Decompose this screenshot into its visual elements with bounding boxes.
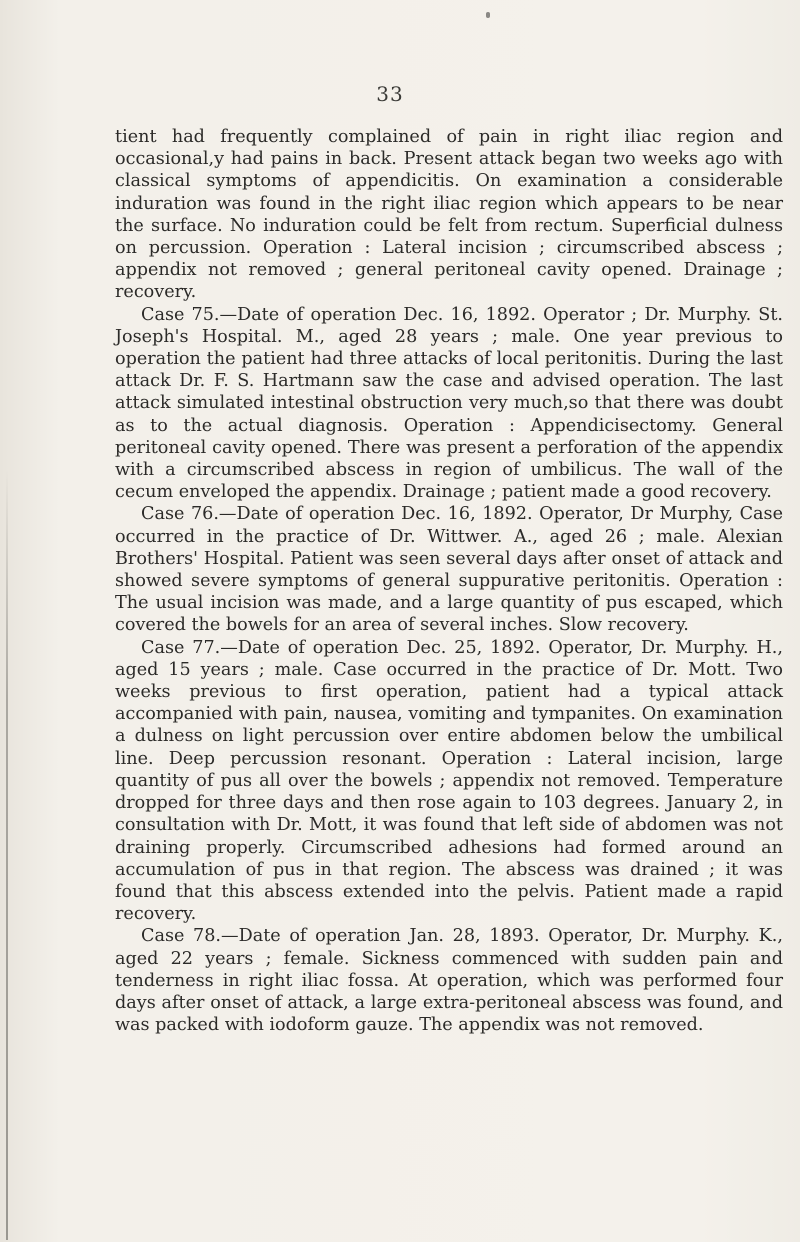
paragraph-case-75: Case 75.—Date of operation Dec. 16, 1892. Operator ; Dr. Murphy. St. Joseph's Hospital. M., aged 28 years ; male. One year previous to operation the patient had three attacks of local peritonitis. During the last attack Dr. F. S. Hartmann saw the case and advised operation. The last attack simulated intestinal obstruction very much,so that there was doubt as to the actual diagnosis. Operation : Appendicisectomy. General peritoneal cavity opened. There was present a perforation of the appendix with a circumscribed abscess in region of umbilicus. The wall of the cecum enveloped the appendix. Drainage ; patient made a good recovery. [115, 304, 783, 503]
paragraph-case-76: Case 76.—Date of operation Dec. 16, 1892. Operator, Dr Murphy, Case occurred in the practice of Dr. Wittwer. A., aged 26 ; male. Alexian Brothers' Hospital. Patient was seen several days after onset of attack and showed severe symptoms of general suppurative peritonitis. Operation : The usual incision was made, and a large quantity of pus escaped, which covered the bowels for an area of several inches. Slow recovery. [115, 504, 783, 636]
binding-edge-shadow [6, 470, 8, 1240]
paragraph-case-77: Case 77.—Date of operation Dec. 25, 1892. Operator, Dr. Murphy. H., aged 15 years ; male. Case occurred in the practice of Dr. Mott. Two weeks previous to first operation, patient had a typical attack accompanied with pain, nausea, vomiting and tympanites. On examination a dulness on light percussion over entire abdomen below the umbilical line. Deep percussion resonant. Operation : Lateral incision, large quantity of pus all over the bowels ; appendix not removed. Temperature dropped for three days and then rose again to 103 degrees. January 2, in consultation with Dr. Mott, it was found that left side of abdomen was not draining properly. Circumscribed adhesions had formed around an accumulation of pus in that region. The abscess was drained ; it was found that this abscess extended into the pelvis. Patient made a rapid recovery. [115, 637, 783, 925]
body-text [115, 126, 783, 1036]
print-speck [486, 12, 490, 18]
paragraph-case-78: Case 78.—Date of operation Jan. 28, 1893. Operator, Dr. Murphy. K., aged 22 years ; female. Sickness commenced with sudden pain and tenderness in right iliac fossa. At operation, which was performed four days after onset of attack, a large extra-peritoneal abscess was found, and was packed with iodoform gauze. The appendix was not removed. [115, 926, 783, 1036]
paragraph-continuation: tient had frequently complained of pain in right iliac region and occasional,y had pains in back. Present attack began two weeks ago with classical symptoms of appendicitis. On examination a considerable induration was found in the right iliac region which appears to be near the surface. No induration could be felt from rectum. Superficial dulness on percussion. Operation : Lateral incision ; circumscribed abscess ; appendix not removed ; general peritoneal cavity opened. Drainage ; recovery. [115, 127, 783, 303]
page-number: 33 [376, 82, 404, 106]
